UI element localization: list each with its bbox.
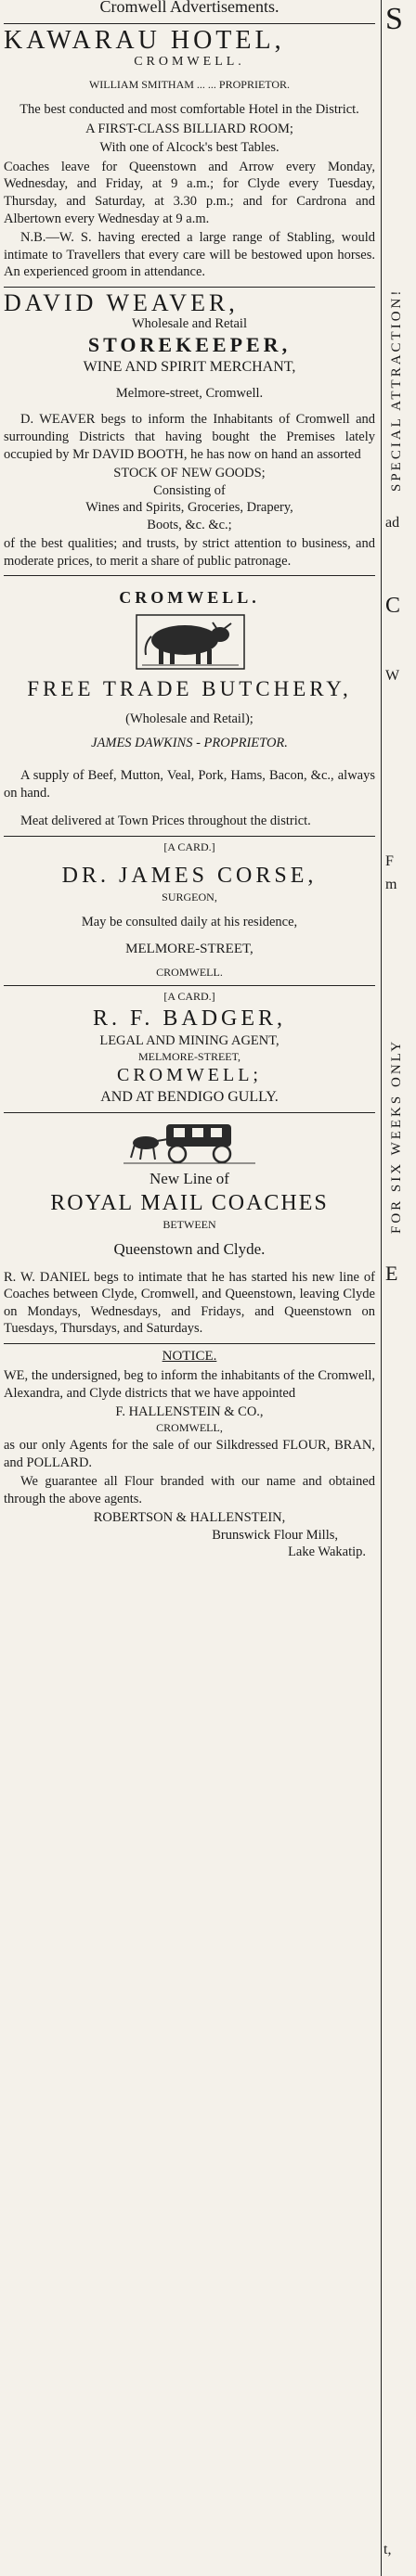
strip-fragment-f: F bbox=[385, 853, 394, 869]
badger-town: CROMWELL; bbox=[117, 1065, 262, 1086]
strip-fragment-ad: ad bbox=[385, 515, 400, 531]
weaver-body2: of the best qualities; and trusts, by strict attention to business, and moderate prices, to merit a share of public patronage. bbox=[4, 536, 375, 569]
notice-agent: F. HALLENSTEIN & CO., bbox=[115, 1404, 264, 1420]
weaver-wine: WINE AND SPIRIT MERCHANT, bbox=[83, 359, 296, 376]
weaver-storekeeper: STOREKEEPER, bbox=[87, 333, 292, 357]
strip-top-letter: S bbox=[385, 2, 403, 36]
kawarau-billiard: A FIRST-CLASS BILLIARD ROOM; bbox=[85, 121, 293, 136]
notice-sig2: Brunswick Flour Mills, bbox=[212, 1527, 338, 1543]
coaches-body: R. W. DANIEL begs to intimate that he has started his new line of Coaches between Clyde, Cromwell, and Queenstown, leaving Clyde on Mondays, Wednesdays, and Fridays, and Queenstown on Tuesdays, Thursdays, and Saturdays. bbox=[4, 1269, 375, 1337]
divider bbox=[4, 836, 375, 837]
coaches-route: Queenstown and Clyde. bbox=[113, 1240, 266, 1259]
kawarau-title: KAWARAU HOTEL, bbox=[4, 26, 285, 56]
kawarau-hotel-advert bbox=[4, 28, 375, 281]
notice-body3: We guarantee all Flour branded with our name and obtained through the above agents. bbox=[4, 1474, 375, 1506]
badger-advert bbox=[4, 990, 375, 1107]
butchery-sub: (Wholesale and Retail); bbox=[125, 711, 254, 726]
strip-fragment-w: W bbox=[385, 668, 400, 684]
corse-street: MELMORE-STREET, bbox=[125, 941, 254, 956]
corse-advert bbox=[4, 840, 375, 980]
corse-body: May be consulted daily at his residence, bbox=[81, 915, 298, 930]
divider bbox=[4, 985, 375, 986]
butchery-title: FREE TRADE BUTCHERY, bbox=[27, 677, 352, 701]
coach-illustration-icon bbox=[120, 1117, 259, 1165]
kawarau-place: CROMWELL. bbox=[134, 55, 245, 70]
kawarau-tables: With one of Alcock's best Tables. bbox=[99, 140, 280, 156]
butchery-advert bbox=[4, 580, 375, 829]
corse-title: DR. JAMES CORSE, bbox=[61, 863, 318, 888]
weaver-address: Melmore-street, Cromwell. bbox=[115, 385, 264, 401]
coaches-new: New Line of bbox=[150, 1170, 229, 1188]
corse-role: SURGEON, bbox=[162, 890, 217, 904]
notice-sig1: ROBERTSON & HALLENSTEIN, bbox=[93, 1510, 286, 1526]
coaches-title: ROYAL MAIL COACHES bbox=[50, 1190, 329, 1215]
kawarau-line1: The best conducted and most comfortable Hotel in the District. bbox=[20, 102, 359, 118]
strip-fragment-t: t, bbox=[384, 2542, 392, 2557]
badger-role: LEGAL AND MINING AGENT, bbox=[99, 1033, 280, 1049]
corse-card: [A CARD.] bbox=[163, 839, 215, 853]
divider bbox=[4, 287, 375, 288]
weaver-boots: Boots, &c. &c.; bbox=[147, 517, 232, 532]
page-title: Cromwell Advertisements. bbox=[99, 0, 280, 16]
butchery-town: CROMWELL. bbox=[119, 588, 260, 608]
weaver-title: DAVID WEAVER, bbox=[4, 288, 239, 316]
notice-agent-town: CROMWELL, bbox=[156, 1420, 223, 1434]
weaver-advert bbox=[4, 288, 375, 570]
kawarau-proprietor: WILLIAM SMITHAM ... ... PROPRIETOR. bbox=[88, 77, 291, 91]
kawarau-coaches: Coaches leave for Queenstown and Arrow every Monday, Wednesday, and Friday, at 9 a.m.; for Clyde every Tuesday, Thursday, and Saturday, at 3.30 p.m.; and for Cardrona and Albertown every Wednesday at 9 a.m. bbox=[4, 159, 375, 226]
badger-card: [A CARD.] bbox=[163, 990, 215, 1004]
butchery-proprietor: JAMES DAWKINS - PROPRIETOR. bbox=[91, 736, 288, 751]
notice-sig3: Lake Wakatip. bbox=[288, 1544, 366, 1560]
weaver-consisting: Consisting of bbox=[153, 482, 226, 498]
butchery-body1: A supply of Beef, Mutton, Veal, Pork, Hams, Bacon, &c., always on hand. bbox=[4, 767, 375, 801]
strip-vertical-heading-1: SPECIAL ATTRACTION! bbox=[389, 288, 404, 492]
butchery-body2: Meat delivered at Town Prices throughout the district. bbox=[20, 814, 311, 829]
weaver-sub1: Wholesale and Retail bbox=[131, 315, 247, 331]
weaver-body1: D. WEAVER begs to inform the Inhabitants of Cromwell and surrounding Districts that having bought the Premises lately occupied by Mr DAVID BOOTH, he has now on hand an assorted bbox=[4, 412, 375, 462]
divider bbox=[4, 575, 375, 576]
weaver-stock: STOCK OF NEW GOODS; bbox=[113, 466, 266, 481]
notice-body2: as our only Agents for the sale of our Silkdressed FLOUR, BRAN, and POLLARD. bbox=[4, 1438, 375, 1470]
strip-vertical-heading-2: FOR SIX WEEKS ONLY bbox=[389, 1038, 404, 1234]
divider bbox=[4, 1112, 375, 1113]
strip-fragment-m: m bbox=[385, 877, 397, 892]
notice-body1: WE, the undersigned, beg to inform the inhabitants of the Cromwell, Alexandra, and Clyde districts that we have appointed bbox=[4, 1368, 375, 1401]
badger-title: R. F. BADGER, bbox=[92, 1006, 287, 1031]
divider bbox=[4, 1343, 375, 1344]
badger-street: MELMORE-STREET, bbox=[137, 1049, 241, 1063]
weaver-goods: Wines and Spirits, Groceries, Drapery, bbox=[85, 500, 293, 516]
kawarau-nb: N.B.—W. S. having erected a large range of Stabling, would intimate to Travellers that every care will be bestowed upon horses. An experienced groom in attendance. bbox=[4, 230, 375, 280]
adjacent-column-fragment bbox=[381, 0, 416, 2576]
strip-fragment-e: E bbox=[385, 1262, 398, 1285]
coaches-between: BETWEEN bbox=[162, 1217, 216, 1231]
ox-illustration-icon bbox=[120, 612, 259, 672]
badger-also: AND AT BENDIGO GULLY. bbox=[100, 1088, 279, 1105]
coaches-advert bbox=[4, 1117, 375, 1338]
notice-advert bbox=[4, 1348, 375, 1561]
notice-title: NOTICE. bbox=[162, 1348, 217, 1364]
strip-fragment-c: C bbox=[385, 594, 401, 618]
divider bbox=[4, 23, 375, 24]
corse-town: CROMWELL. bbox=[156, 965, 223, 979]
